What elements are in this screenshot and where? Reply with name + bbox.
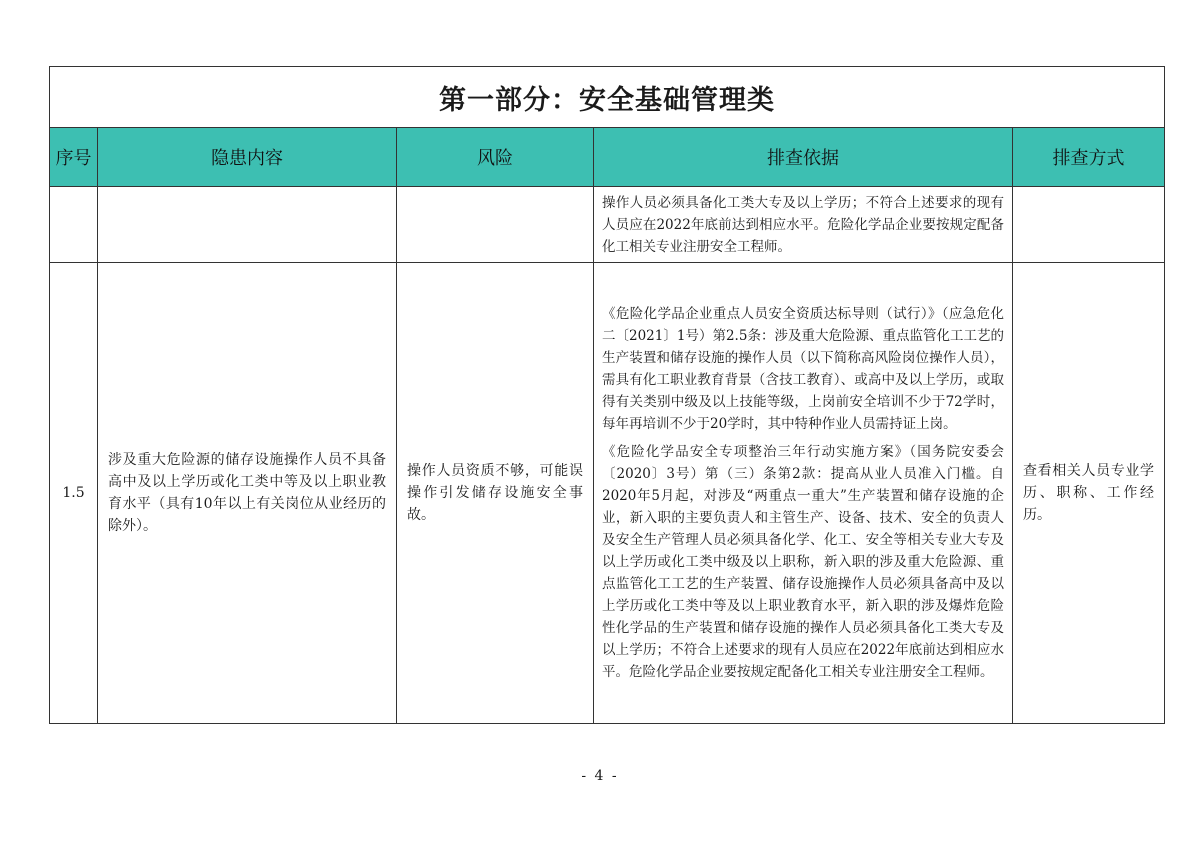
cont-risk — [397, 187, 594, 263]
row-number: 1.5 — [50, 263, 98, 724]
header-basis: 排查依据 — [594, 128, 1013, 187]
method-content: 查看相关人员专业学历、职称、工作经历。 — [1013, 263, 1165, 724]
checklist-sheet — [49, 66, 1164, 724]
section-title: 第一部分：安全基础管理类 — [50, 67, 1165, 128]
cont-hazard — [98, 187, 397, 263]
header-no: 序号 — [50, 128, 98, 187]
header-method: 排查方式 — [1013, 128, 1165, 187]
cont-method — [1013, 187, 1165, 263]
table-row — [50, 263, 1165, 724]
cont-basis: 操作人员必须具备化工类大专及以上学历；不符合上述要求的现有人员应在2022年底前达到相应水平。危险化学品企业要按规定配备化工相关专业注册安全工程师。 — [594, 187, 1013, 263]
basis-paragraph-2: 《危险化学品安全专项整治三年行动实施方案》（国务院安委会〔2020〕3号）第（三）条第2款：提高从业人员准入门槛。自2020年5月起，对涉及“两重点一重大”生产装置和储存设施的企业，新入职的主要负责人和主管生产、设备、技术、安全的负责人及安全生产管理人员必须具备化学、化工、安全等相关专业大专及以上学历或化工类中级及以上职称，新入职的涉及重大危险源、重点监管化工工艺的生产装置、储存设施操作人员必须具备高中及以上学历或化工类中等及以上职业教育水平，新入职的涉及爆炸危险性化学品的生产装置和储存设施的操作人员必须具备化工类大专及以上学历；不符合上述要求的现有人员应在2022年底前达到相应水平。危险化学品企业要按规定配备化工相关专业注册安全工程师。 — [602, 444, 1004, 680]
checklist-table — [49, 66, 1165, 724]
header-hazard: 隐患内容 — [98, 128, 397, 187]
basis-paragraph-1: 《危险化学品企业重点人员安全资质达标导则（试行）》（应急危化二〔2021〕1号）第2.5条：涉及重大危险源、重点监管化工工艺的生产装置和储存设施的操作人员（以下简称高风险岗位操作人员），需具有化工职业教育背景（含技工教育）、或高中及以上学历，或取得有关类别中级及以上技能等级，上岗前安全培训不少于72学时，每年再培训不少于20学时，其中特种作业人员需持证上岗。 — [602, 306, 1004, 432]
table-row-continuation — [50, 187, 1165, 263]
hazard-content: 涉及重大危险源的储存设施操作人员不具备高中及以上学历或化工类中等及以上职业教育水平（具有10年以上有关岗位从业经历的除外）。 — [98, 263, 397, 724]
page-number: - 4 - — [581, 768, 619, 784]
header-risk: 风险 — [397, 128, 594, 187]
risk-content: 操作人员资质不够，可能误操作引发储存设施安全事故。 — [397, 263, 594, 724]
basis-content — [594, 263, 1013, 724]
cont-no — [50, 187, 98, 263]
